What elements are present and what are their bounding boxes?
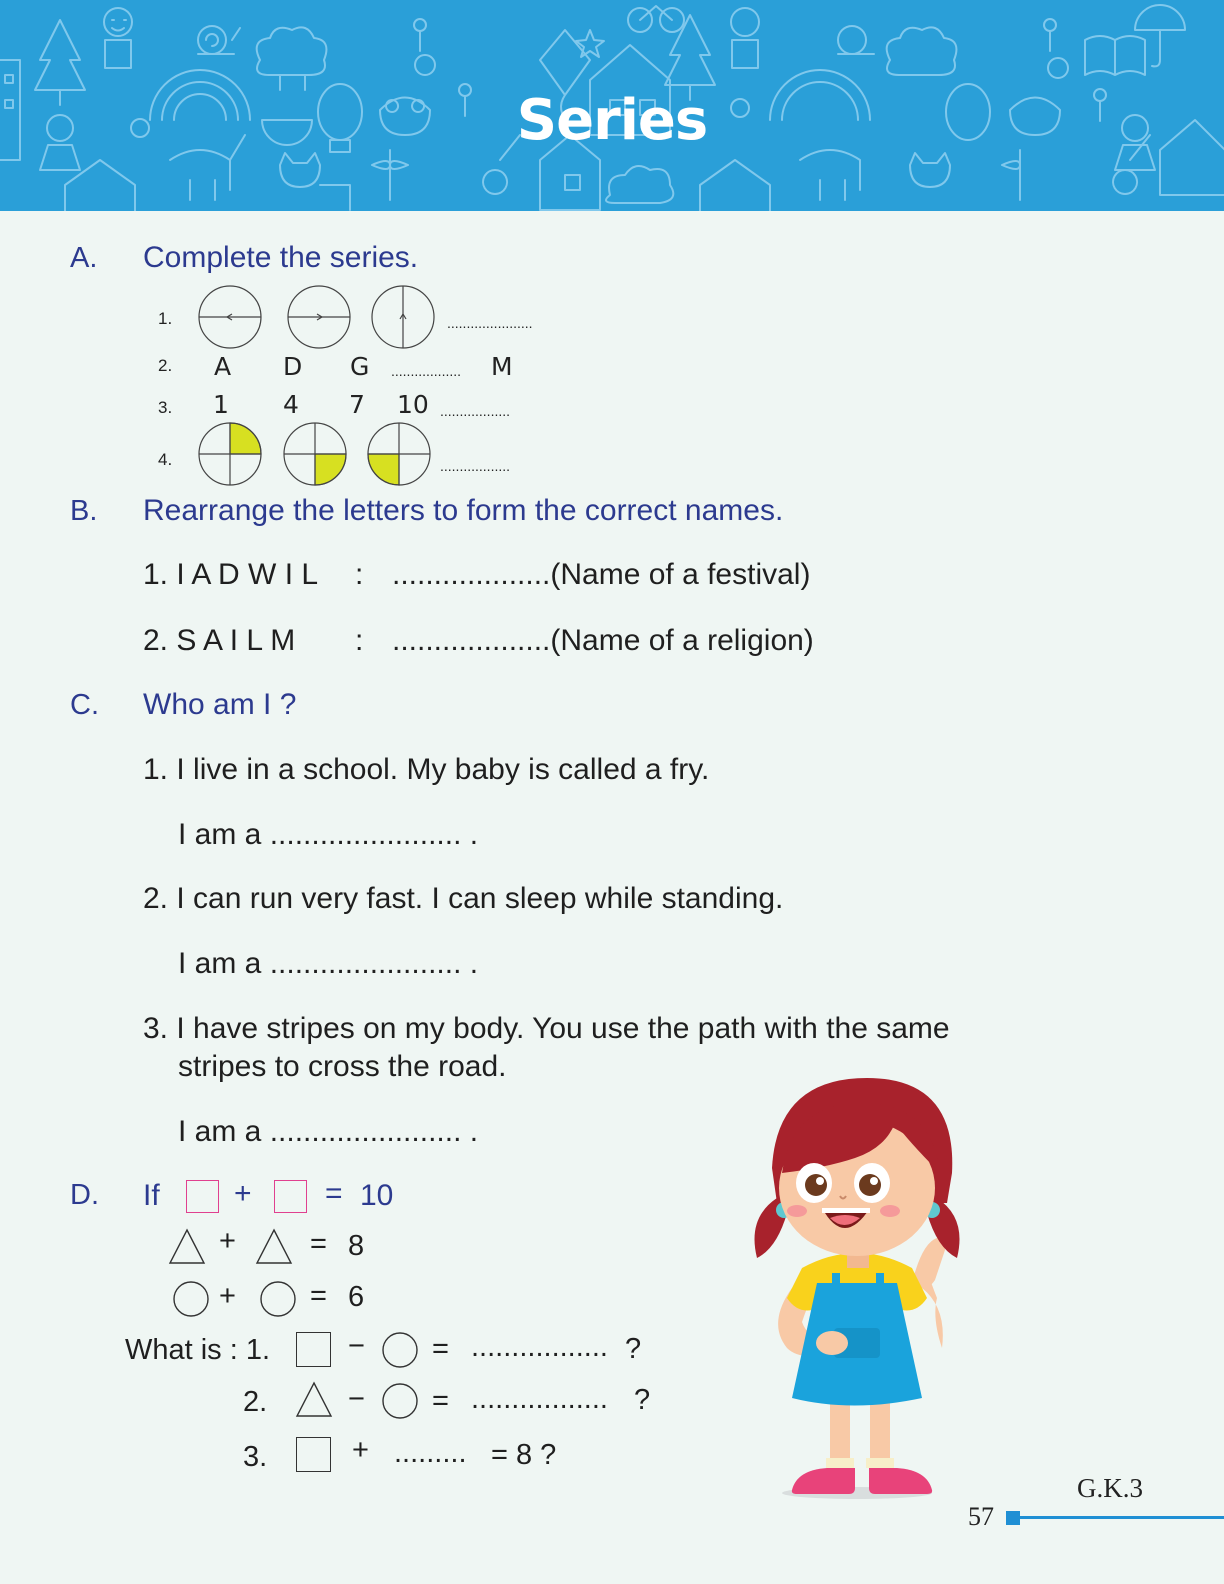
page-number: 57: [968, 1502, 994, 1531]
riddle-3-answer[interactable]: I am a ....................... .: [178, 1115, 479, 1148]
circle-shape: [381, 1331, 419, 1369]
answer-blank-festival[interactable]: ...................(Name of a festival): [392, 558, 811, 591]
equals-sign: =: [325, 1177, 343, 1210]
colon: :: [355, 624, 364, 657]
series-2-term: A: [214, 352, 232, 381]
question-3-result: = 8 ?: [491, 1439, 557, 1471]
equation-3-result: 6: [348, 1281, 365, 1313]
series-1-circles-diagram: [195, 284, 440, 352]
footer-rule: [1020, 1516, 1224, 1519]
pink-square-shape: [186, 1180, 219, 1213]
series-2-term: D: [283, 352, 303, 381]
equation-2-result: 8: [348, 1230, 365, 1262]
jumbled-word-1: 1. I A D W I L: [143, 558, 319, 591]
question-3-blank[interactable]: .........: [394, 1437, 467, 1469]
section-a-title: Complete the series.: [143, 241, 419, 274]
equals-sign: =: [310, 1280, 327, 1312]
header-banner: [0, 0, 1224, 211]
series-3-term: 10: [397, 390, 429, 419]
section-d-letter: D.: [70, 1179, 99, 1211]
book-code: G.K.3: [1077, 1473, 1143, 1503]
series-4-number: 4.: [158, 450, 173, 469]
question-3-number: 3.: [243, 1441, 268, 1473]
question-mark: ?: [634, 1384, 651, 1416]
circle-shape: [259, 1280, 297, 1318]
riddle-2-answer[interactable]: I am a ....................... .: [178, 947, 479, 980]
footer-square-marker: [1006, 1511, 1020, 1525]
section-c-letter: C.: [70, 689, 99, 721]
question-2-blank[interactable]: .................: [471, 1383, 608, 1415]
series-3-term: 1: [213, 390, 229, 419]
series-2-term: G: [350, 352, 370, 381]
series-1-blank[interactable]: ......................: [447, 315, 533, 331]
plus-sign: +: [352, 1434, 369, 1466]
series-3-blank[interactable]: ..................: [440, 403, 511, 419]
equals-sign: =: [432, 1333, 449, 1365]
series-1-number: 1.: [158, 309, 173, 328]
circle-shape: [381, 1382, 419, 1420]
circle-shape: [172, 1280, 210, 1318]
plus-sign: +: [234, 1177, 252, 1210]
section-a-letter: A.: [70, 242, 98, 274]
plus-sign: +: [219, 1225, 236, 1257]
what-is-label: What is : 1.: [125, 1334, 271, 1366]
if-label: If: [143, 1179, 160, 1212]
series-2-number: 2.: [158, 356, 173, 375]
page-title: Series: [516, 88, 708, 153]
riddle-1-answer[interactable]: I am a ....................... .: [178, 818, 479, 851]
colon: :: [355, 558, 364, 591]
section-b-letter: B.: [70, 495, 98, 527]
cartoon-girl-illustration: [752, 1078, 962, 1503]
question-2-number: 2.: [243, 1386, 268, 1418]
question-mark: ?: [625, 1333, 642, 1365]
series-2-last-term: M: [491, 352, 513, 381]
series-4-blank[interactable]: ..................: [440, 458, 511, 474]
equation-1-result: 10: [360, 1179, 394, 1212]
triangle-shape: [254, 1227, 294, 1267]
section-c-title: Who am I ?: [143, 688, 297, 721]
equals-sign: =: [310, 1228, 327, 1260]
plus-sign: +: [219, 1280, 236, 1312]
question-1-blank[interactable]: .................: [471, 1331, 608, 1363]
answer-blank-religion[interactable]: ...................(Name of a religion): [392, 624, 814, 657]
square-shape: [296, 1437, 331, 1472]
minus-sign: −: [348, 1383, 365, 1415]
series-4-quartered-circles-diagram: [195, 419, 440, 487]
series-3-term: 7: [349, 390, 365, 419]
equals-sign: =: [432, 1385, 449, 1417]
riddle-2-question: 2. I can run very fast. I can sleep while standing.: [143, 882, 784, 915]
riddle-3-question-continued: stripes to cross the road.: [178, 1050, 507, 1083]
section-b-title: Rearrange the letters to form the correct names.: [143, 494, 784, 527]
triangle-shape: [167, 1227, 207, 1267]
triangle-shape: [294, 1380, 334, 1420]
square-shape: [296, 1332, 331, 1367]
series-2-blank[interactable]: ..................: [391, 363, 462, 379]
minus-sign: −: [348, 1330, 365, 1362]
jumbled-word-2: 2. S A I L M: [143, 624, 296, 657]
series-3-term: 4: [283, 390, 299, 419]
riddle-1-question: 1. I live in a school. My baby is called a fry.: [143, 753, 710, 786]
riddle-3-question: 3. I have stripes on my body. You use the path with the same: [143, 1012, 950, 1045]
series-3-number: 3.: [158, 398, 173, 417]
pink-square-shape: [274, 1180, 307, 1213]
